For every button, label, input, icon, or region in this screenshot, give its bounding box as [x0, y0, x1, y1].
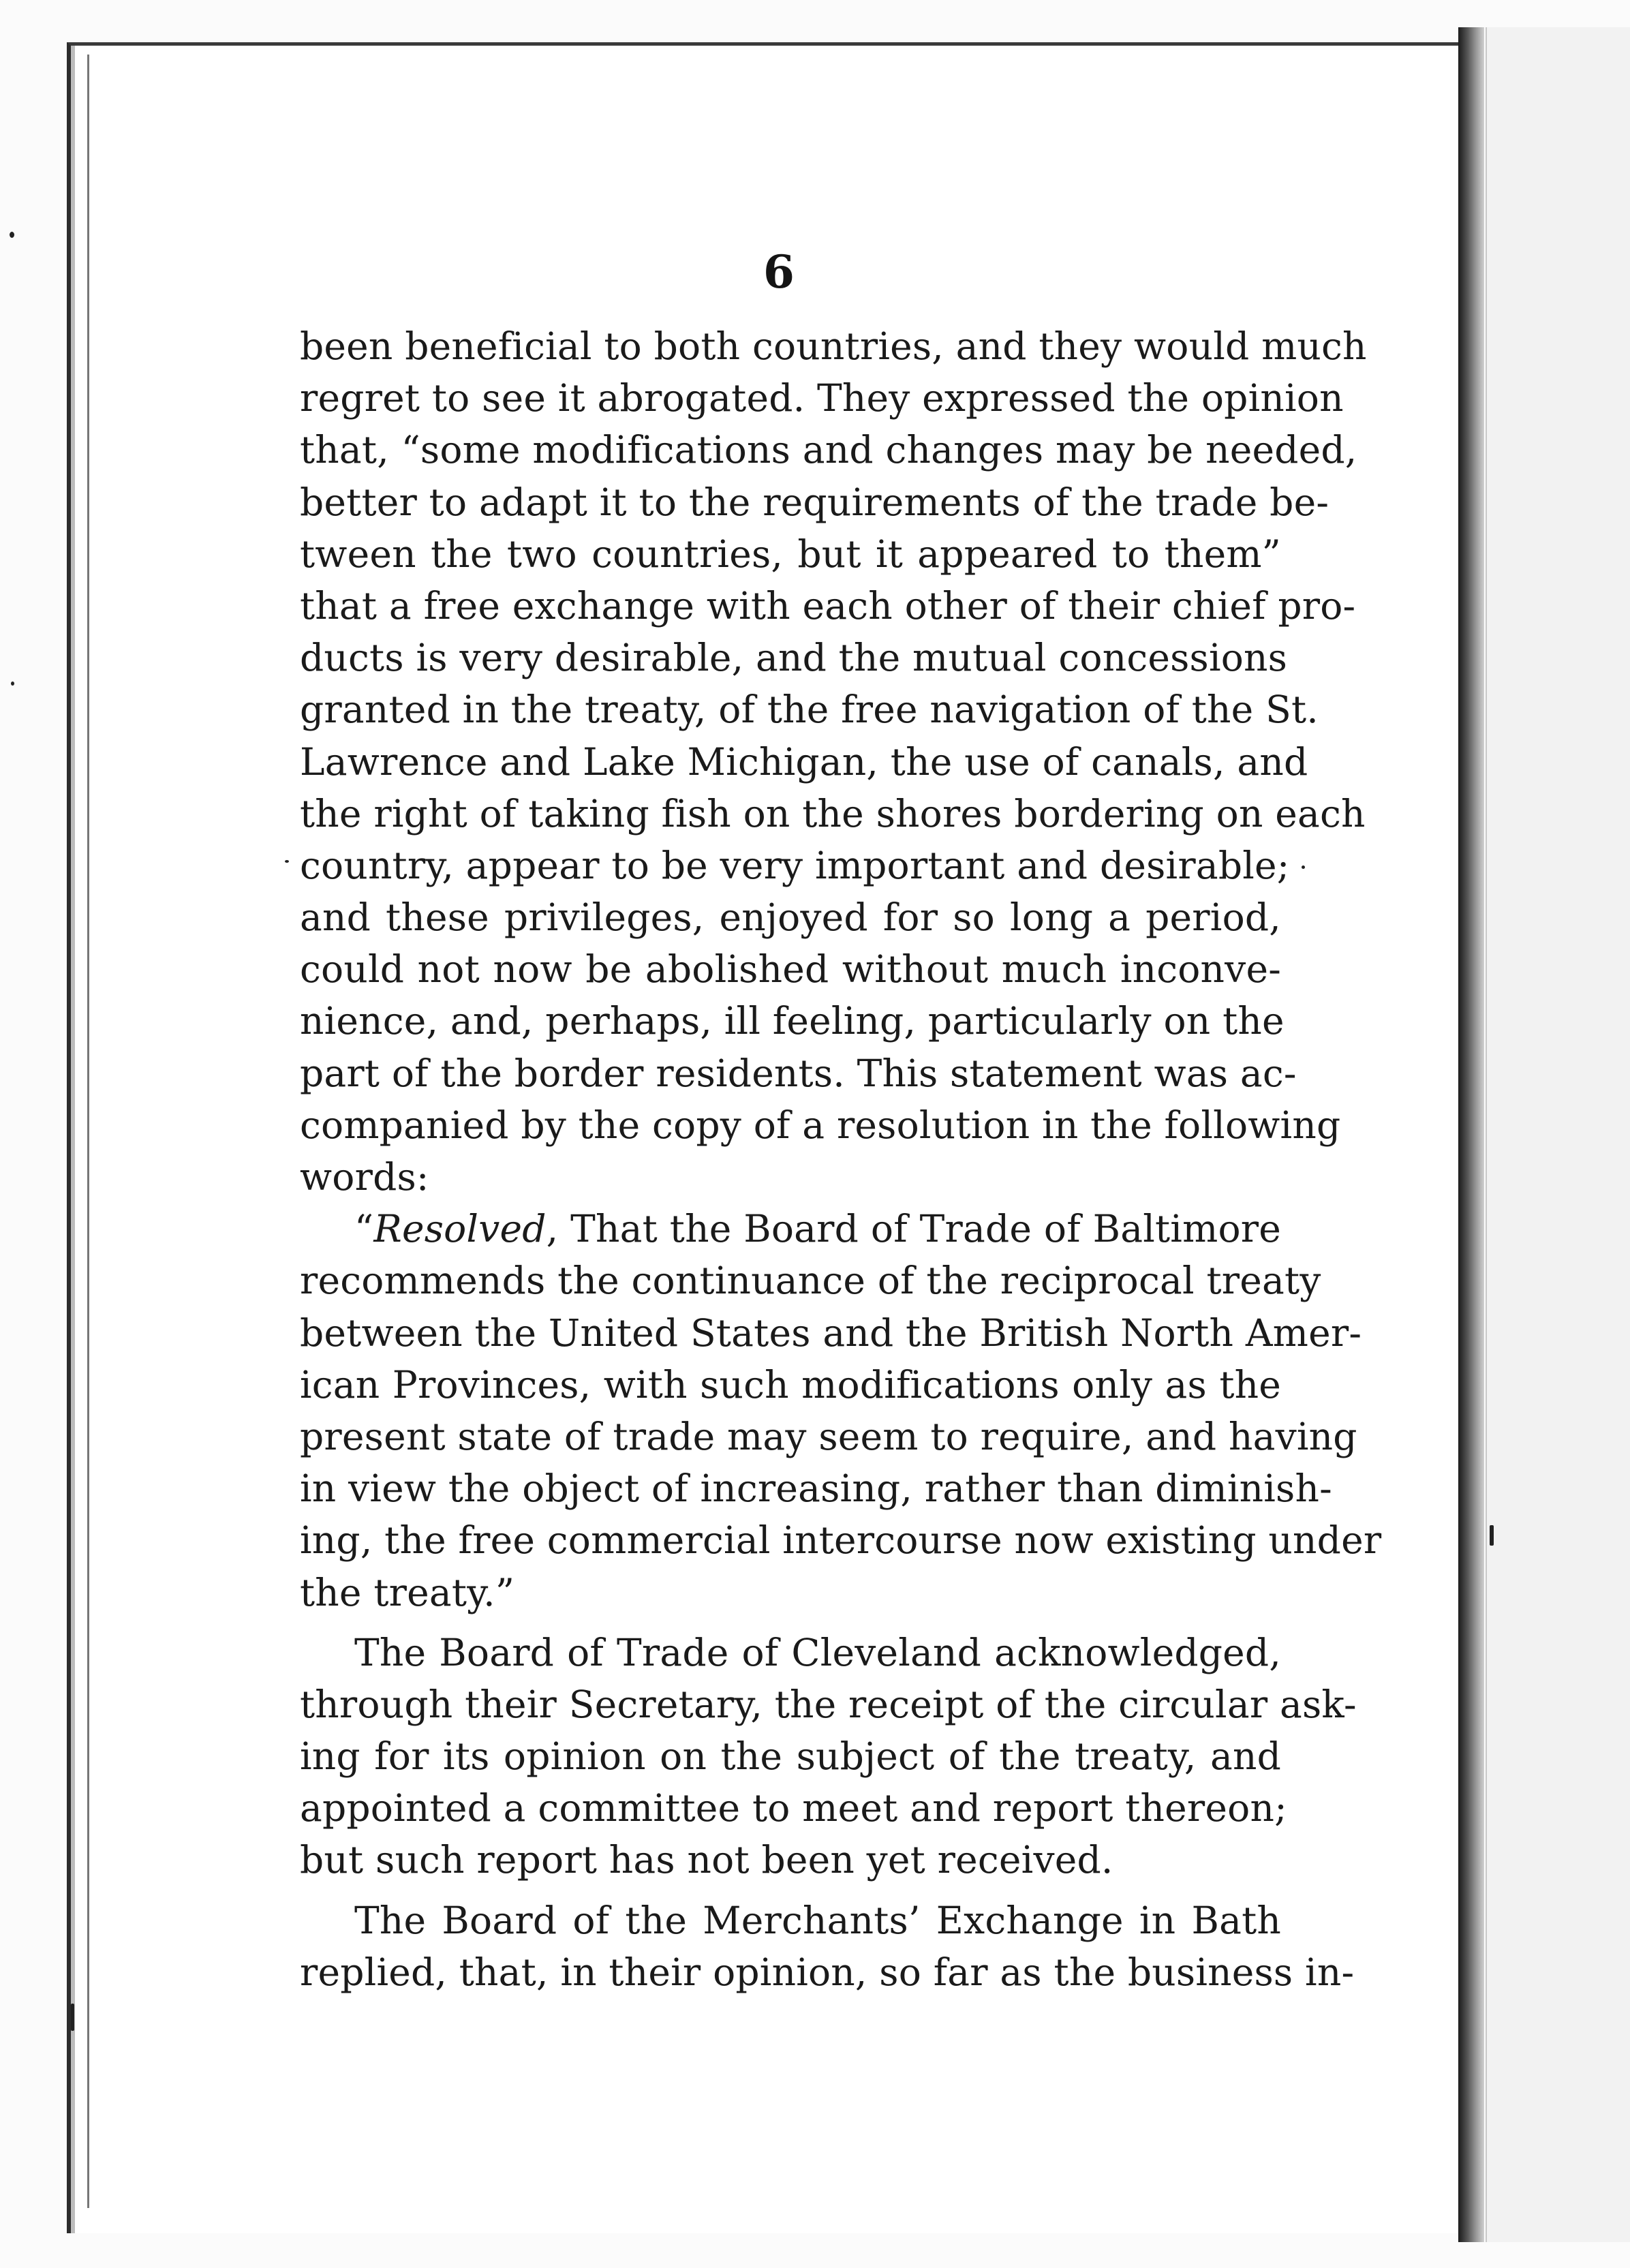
resolution-first-line-rest: , That the Board of Trade of Baltimore: [546, 1207, 1281, 1251]
adjacent-page-edge: [1486, 27, 1630, 2242]
resolution-line: present state of trade may seem to require, and having: [300, 1414, 1357, 1458]
resolved-keyword: Resolved: [373, 1207, 547, 1251]
open-quote: “: [354, 1207, 374, 1251]
text-line: Lawrence and Lake Michigan, the use of canals, and: [300, 739, 1308, 784]
resolution-line: ing, the free commercial intercourse now existing under: [300, 1518, 1382, 1563]
resolution-first-line: [300, 1203, 1281, 1255]
text-line: that a free exchange with each other of their chief pro-: [300, 583, 1356, 628]
scan-speck: [10, 232, 14, 238]
resolution-line: between the United States and the British North Amer-: [300, 1311, 1362, 1355]
cleveland-line: appointed a committee to meet and report thereon;: [300, 1786, 1287, 1830]
bath-line: replied, that, in their opinion, so far as the business in-: [300, 1950, 1355, 1994]
resolution-line: recommends the continuance of the reciprocal treaty: [300, 1259, 1321, 1303]
text-line: tween the two countries, but it appeared to them”: [300, 532, 1281, 576]
resolution-line: ican Provinces, with such modifications only as the: [300, 1362, 1281, 1407]
body-text: [300, 320, 1382, 1998]
text-line: granted in the treaty, of the free navigation of the St.: [300, 688, 1319, 732]
resolution-last-line: the treaty.”: [300, 1570, 515, 1614]
text-line: that, “some modifications and changes may be needed,: [300, 428, 1357, 472]
scan-speck: [71, 2004, 74, 2031]
page-edge-rule: [87, 55, 89, 2208]
page-number: 6: [763, 245, 795, 298]
scan-speck: [1302, 865, 1305, 869]
scan-speck: [285, 860, 289, 863]
text-line: companied by the copy of a resolution in the following: [300, 1103, 1341, 1147]
bath-first-line: The Board of the Merchants’ Exchange in Bath: [354, 1898, 1281, 1942]
text-line: better to adapt it to the requirements of the trade be-: [300, 480, 1329, 524]
text-line: country, appear to be very important and desirable;: [300, 843, 1290, 887]
text-line: words:: [300, 1155, 429, 1199]
cleveland-last-line: but such report has not been yet received.: [300, 1838, 1113, 1882]
text-line: been beneficial to both countries, and they would much: [300, 324, 1367, 368]
text-line: nience, and, perhaps, ill feeling, particularly on the: [300, 999, 1285, 1043]
text-line: regret to see it abrogated. They expressed the opinion: [300, 376, 1344, 420]
scan-speck: [1490, 1525, 1494, 1546]
scan-speck: [11, 681, 14, 686]
book-spine-shadow: [1458, 27, 1484, 2242]
text-line: part of the border residents. This statement was ac-: [300, 1051, 1297, 1095]
cleveland-first-line: The Board of Trade of Cleveland acknowledged,: [354, 1630, 1281, 1674]
cleveland-line: ing for its opinion on the subject of the treaty, and: [300, 1734, 1281, 1779]
text-line: ducts is very desirable, and the mutual concessions: [300, 636, 1288, 680]
text-line: and these privileges, enjoyed for so long a period,: [300, 895, 1281, 940]
cleveland-line: through their Secretary, the receipt of the circular ask-: [300, 1682, 1357, 1726]
text-line: the right of taking fish on the shores bordering on each: [300, 791, 1366, 836]
resolution-line: in view the object of increasing, rather than diminish-: [300, 1467, 1332, 1511]
text-line: could not now be abolished without much inconve-: [300, 947, 1281, 992]
